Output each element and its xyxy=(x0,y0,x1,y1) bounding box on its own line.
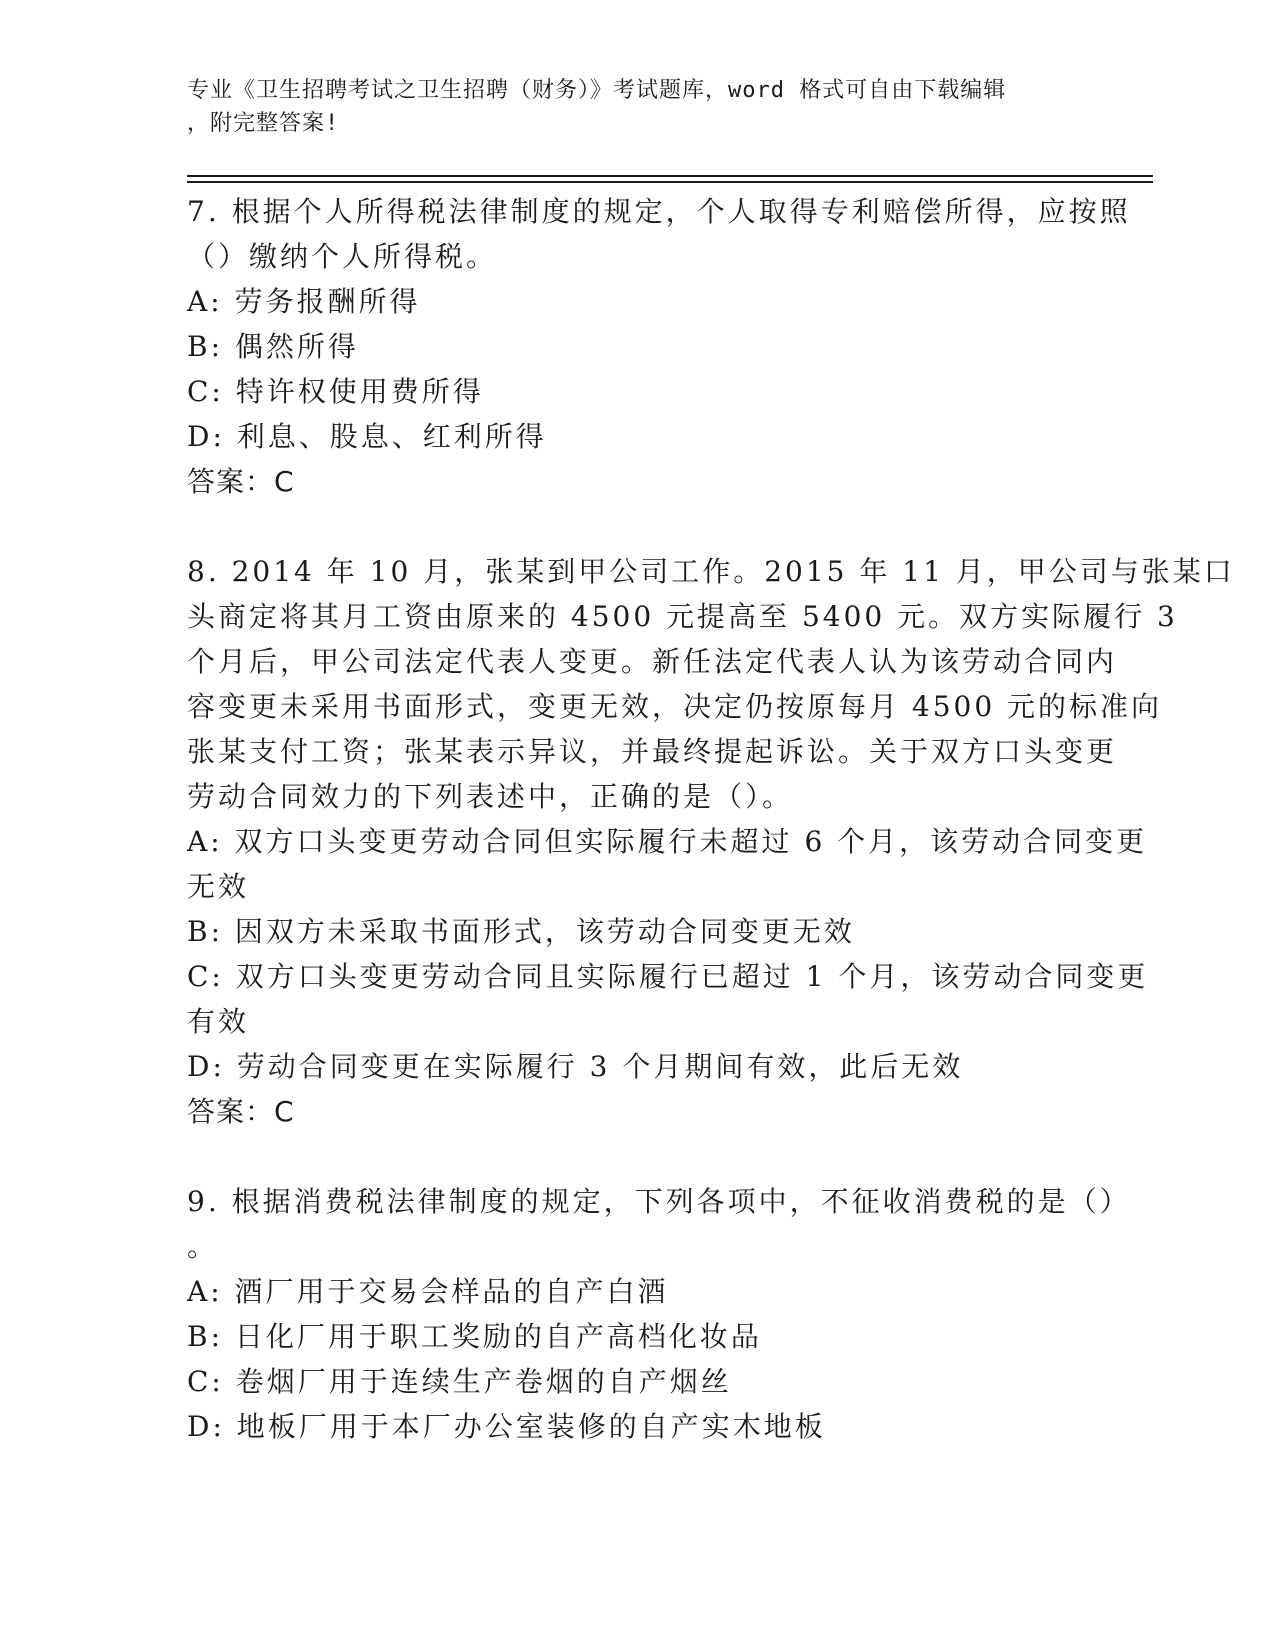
option-line: B: 偶然所得 xyxy=(187,330,359,363)
header-rule-top xyxy=(187,175,1153,177)
question-list xyxy=(187,189,1235,1449)
answer-option xyxy=(187,1044,1087,1089)
answer-key: 答案：C xyxy=(187,1095,295,1128)
question-stem-line: 头商定将其月工资由原来的 4500 元提高至 5400 元。双方实际履行 3 xyxy=(187,600,1178,633)
option-line: D: 劳动合同变更在实际履行 3 个月期间有效，此后无效 xyxy=(187,1050,964,1083)
option-line: D: 地板厂用于本厂办公室装修的自产实木地板 xyxy=(187,1410,826,1443)
option-line: B: 日化厂用于职工奖励的自产高档化妆品 xyxy=(187,1320,762,1353)
question-block xyxy=(187,189,1131,504)
answer-key: 答案：C xyxy=(187,465,295,498)
question-block xyxy=(187,549,1235,1134)
answer-option xyxy=(187,819,1148,909)
option-line: 有效 xyxy=(187,1005,250,1038)
document-header xyxy=(187,74,1067,140)
answer-option xyxy=(187,324,1087,369)
question-stem-line: 7. 根据个人所得税法律制度的规定，个人取得专利赔偿所得，应按照 xyxy=(187,195,1131,228)
question-spacer xyxy=(187,504,1087,549)
option-line: D: 利息、股息、红利所得 xyxy=(187,420,547,453)
question-stem-line: 容变更未采用书面形式，变更无效，决定仍按原每月 4500 元的标准向 xyxy=(187,690,1163,723)
answer-option xyxy=(187,369,1087,414)
header-line-1: 专业《卫生招聘考试之卫生招聘（财务）》考试题库，word 格式可自由下载编辑 xyxy=(187,78,1007,103)
option-line: C: 特许权使用费所得 xyxy=(187,375,484,408)
answer-option xyxy=(187,954,1149,1044)
answer-option xyxy=(187,1359,1087,1404)
option-line: C: 卷烟厂用于连续生产卷烟的自产烟丝 xyxy=(187,1365,732,1398)
question-stem-line: 9. 根据消费税法律制度的规定，下列各项中，不征收消费税的是（） xyxy=(187,1185,1131,1218)
question-stem-line: 劳动合同效力的下列表述中，正确的是（）。 xyxy=(187,780,794,813)
question-stem-line: 个月后，甲公司法定代表人变更。新任法定代表人认为该劳动合同内 xyxy=(187,645,1118,678)
option-line: A: 双方口头变更劳动合同但实际履行未超过 6 个月，该劳动合同变更 xyxy=(187,825,1148,858)
option-line: A: 劳务报酬所得 xyxy=(187,285,421,318)
question-stem-line: 8. 2014 年 10 月，张某到甲公司工作。2015 年 11 月，甲公司与张某口 xyxy=(187,555,1235,588)
question-stem-line: 张某支付工资；张某表示异议，并最终提起诉讼。关于双方口头变更 xyxy=(187,735,1118,768)
header-line-2: ，附完整答案! xyxy=(187,111,340,136)
answer-option xyxy=(187,909,1087,954)
question-stem-line: 。 xyxy=(187,1230,219,1263)
answer-option xyxy=(187,279,1087,324)
question-spacer xyxy=(187,1134,1087,1179)
answer-option xyxy=(187,1269,1087,1314)
question-stem-line: （）缴纳个人所得税。 xyxy=(187,240,498,273)
question-block xyxy=(187,1179,1131,1449)
option-line: B: 因双方未采取书面形式，该劳动合同变更无效 xyxy=(187,915,855,948)
header-rule-bottom xyxy=(187,181,1153,183)
answer-option xyxy=(187,414,1087,459)
answer-option xyxy=(187,1404,1087,1449)
answer-option xyxy=(187,1314,1087,1359)
option-line: C: 双方口头变更劳动合同且实际履行已超过 1 个月，该劳动合同变更 xyxy=(187,960,1149,993)
option-line: A: 酒厂用于交易会样品的自产白酒 xyxy=(187,1275,669,1308)
option-line: 无效 xyxy=(187,870,250,903)
